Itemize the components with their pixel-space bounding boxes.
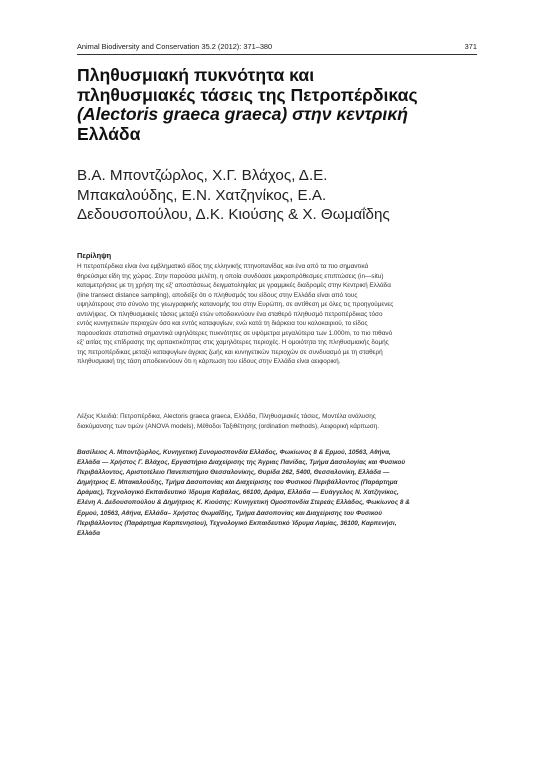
abstract-line: θηρεύσιμα είδη της χώρας. Στην παρούσα μελέτη, η οποία συνδύασε μακροπρόθεσμες επιπτώσεις (in—situ)	[77, 272, 384, 280]
title-line: Πληθυσμιακή πυκνότητα και	[77, 65, 315, 85]
abstract-line: Η πετροπέρδικα είναι ένα εμβληματικό είδος της ελληνικής πτηνοπανίδας και ένα από τα πιο σημαντικά	[77, 263, 369, 270]
title-line: πληθυσμιακές τάσεις της Πετροπέρδικας	[77, 84, 418, 105]
abstract-heading: Περίληψη	[77, 251, 112, 260]
abstract-line: εξ' αιτίας της επίδρασης της αρπακτικότητας στις χαμηλότερες περιοχές. Η ομοιότητα της πληθυσμιακής δομής	[77, 339, 389, 347]
affiliation-line: Περιβάλλοντος, Αριστοτέλειο Πανεπιστήμιο Θεσσαλονίκης, Θυρίδα 262, 5400, Θεσσαλονίκη, Ελλάδα —	[77, 469, 390, 477]
author-line: Δεδουσοπούλου, Δ.Κ. Κιούσης & Χ. Θωμαΐδης	[77, 206, 390, 224]
affiliation-line: Ελένη Α. Δεδουσοπούλου & Δημήτριος Κ. Κιούσης: Κυνηγετική Ομοσπονδία Στερεάς Ελλάδος, Φωκίωνος 8 &	[77, 499, 410, 507]
author-list	[77, 166, 487, 225]
header-divider	[77, 54, 477, 55]
abstract-line: εντός κυνηγετικών περιοχών όσο και εντός καταφυγίων, ενώ κατά τη διάρκεια του καλοκαιριού, το είδος	[77, 320, 368, 328]
abstract-line: καταμετρήσεις με τη χρήση της εξ' αποστάσεως δειγματοληψίας με γραμμικές διαδρομές στην Κεντρική Ελλάδα	[77, 282, 391, 290]
abstract-line: της πετροπέρδικας μεταξύ καταφυγίων άγριας ζωής και κυνηγετικών περιοχών σε συνδυασμό με τη σταθερή	[77, 348, 383, 356]
author-affiliations	[77, 448, 480, 539]
affiliation-line: Δημήτριος Ε. Μπακαλούδης, Τμήμα Δασοπονίας και Διαχείρισης του Φυσικού Περιβάλλοντος (Παράρτημα	[77, 479, 398, 487]
title-line: (Alectoris graeca graeca) στην κεντρική	[77, 104, 409, 125]
abstract-line: (line transect distance sampling), αποδείξε ότι ο πληθυσμός του είδους στην Ελλάδα είναι από τους	[77, 291, 358, 299]
affiliation-line: Ερμού, 10563, Αθήνα, Ελλάδα– Χρήστος Θωμαΐδης, Τμήμα Δασοπονίας και Διαχείρισης του Φυσικού	[77, 509, 382, 517]
title-line: Ελλάδα	[77, 123, 141, 144]
keywords-line: διακύμανσης των τιμών (ANOVA models), Μέθοδοι Ταξιθέτησης (ordination methods), Αειφορική κάρπωση.	[77, 422, 380, 430]
abstract-line: πληθυσμιακή της τάση αποδεικνύουν ότι η κάρπωση του είδους στην Ελλάδα είναι αειφορική.	[77, 358, 341, 366]
affiliation-line: Περιβάλλοντος (Παράρτημα Καρπενησίου), Τεχνολογικό Εκπαιδευτικό Ίδρυμα Λαμίας, 36100, Καρπενήσι,	[77, 519, 397, 527]
author-line: Μπακαλούδης, Ε.Ν. Χατζηνίκος, Ε.Α.	[77, 186, 327, 204]
journal-header: Animal Biodiversity and Conservation 35.2 (2012): 371–380	[77, 42, 273, 51]
keywords-line: Λέξεις Κλειδιά: Πετροπέρδικα, Alectoris graeca graeca, Ελλάδα, Πληθυσμιακές τάσεις, Μοντέλα ανάλυσης	[77, 413, 376, 420]
abstract-body	[77, 262, 480, 367]
page-number: 371	[464, 42, 477, 51]
article-title	[77, 66, 487, 144]
affiliation-line: Βασίλειος Α. Μποντζώρλος, Κυνηγετική Συνομοσπονδία Ελλάδος, Φωκίωνος 8 & Ερμού, 10563, Αθήνα,	[77, 449, 391, 456]
abstract-line: παρουσίασε στατιστικά σημαντικά υψηλότερες πυκνότητες σε υψόμετρα μεγαλύτερα των 1.000m, το πιο πιθανό	[77, 329, 393, 337]
author-line: Β.Α. Μποντζώρλος, Χ.Γ. Βλάχος, Δ.Ε.	[77, 167, 328, 184]
affiliation-line: Ελλάδα	[77, 529, 101, 537]
keywords	[77, 412, 480, 431]
affiliation-line: Δράμας), Τεχνολογικό Εκπαιδευτικό Ίδρυμα Καβάλας, 66100, Δράμα, Ελλάδα — Ευάγγελος Ν. Χατζηνίκος,	[77, 489, 399, 497]
affiliation-line: Ελλάδα — Χρήστος Γ. Βλάχος, Εργαστήριο Διαχείρισης της Άγριας Πανίδας, Τμήμα Δασολογίας και Φυσικού	[77, 459, 406, 467]
abstract-line: αντιλήψεις. Οι πληθυσμιακές τάσεις μεταξύ ετών υποδεικνύουν ένα σταθερό πληθυσμό πετροπέρδικας τόσο	[77, 310, 383, 318]
abstract-line: υψηλότερους στο σύνολο της γεωγραφικής κατανομής του στην Ευρώπη, σε αντίθεση με όλες τις προηγούμενες	[77, 301, 394, 309]
